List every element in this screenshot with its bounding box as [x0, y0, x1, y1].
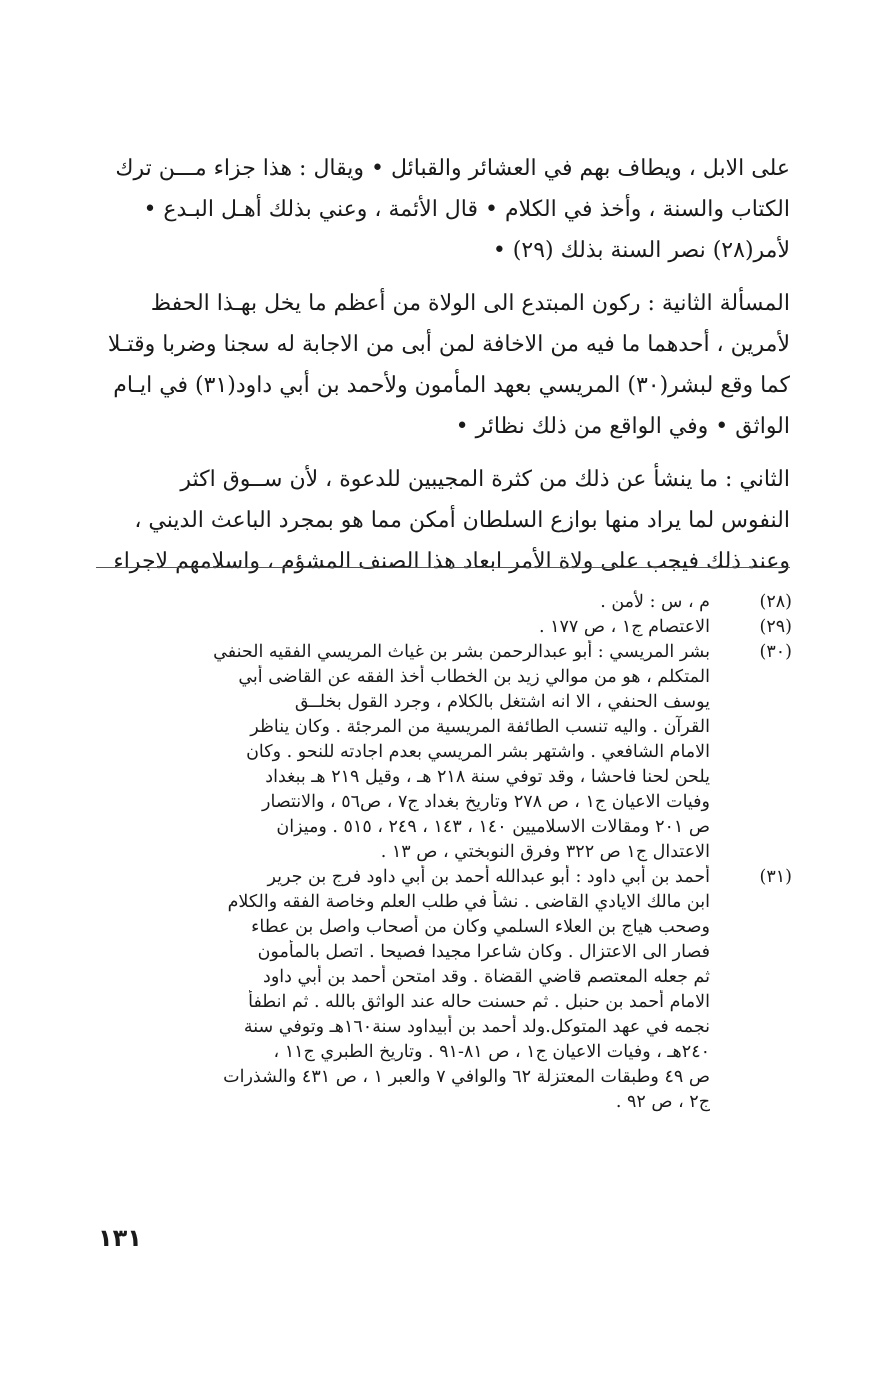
- footnote-body: [96, 590, 710, 615]
- footnote: [96, 640, 792, 865]
- footnote: [96, 865, 792, 1115]
- page-number: ١٣١: [98, 1224, 142, 1252]
- footnote-line: القرآن . واليه تنسب الطائفة المريسية من المرجئة . وكان يناظر: [250, 717, 710, 737]
- footnote-line: الاعتصام ج١ ، ص ١٧٧ .: [538, 617, 710, 637]
- footnote-line: ثم جعله المعتصم قاضي القضاة . وقد امتحن أحمد بن أبي داود: [263, 967, 710, 987]
- text-line: وعند ذلك فيجب على ولاة الأمر ابعاد هذا الصنف المشؤم ، واسلامهم لاجراء: [113, 549, 790, 574]
- text-line: لأمرين ، أحدهما ما فيه من الاخافة لمن أبى من الاجابة له سجنا وضربا وقتـلا: [107, 332, 790, 357]
- text-line: الثاني : ما ينشأ عن ذلك من كثرة المجيبين للدعوة ، لأن ســوق اكثر: [180, 467, 790, 492]
- paragraph: [100, 283, 790, 447]
- paragraph: [100, 459, 790, 582]
- footnote-line: ص ٤٩ وطبقات المعتزلة ٦٢ والوافي ٧ والعبر ١ ، ص ٤٣١ والشذرات: [223, 1067, 710, 1087]
- text-line: الكتاب والسنة ، وأخذ في الكلام • قال الأئمة ، وعني بذلك أهـل البـدع •: [143, 197, 790, 222]
- text-line: الواثق • وفي الواقع من ذلك نظائر •: [455, 414, 790, 439]
- footnote-number: (٣٠): [759, 642, 792, 662]
- footnote-line: م ، س : لأمن .: [600, 592, 710, 612]
- footnote-line: ابن مالك الايادي القاضى . نشأ في طلب العلم وخاصة الفقه والكلام: [227, 892, 710, 912]
- footnote-line: يوسف الحنفي ، الا انه اشتغل بالكلام ، وجرد القول بخلــق: [294, 692, 710, 712]
- footnotes: [96, 590, 792, 1115]
- text-line: على الابل ، ويطاف بهم في العشائر والقبائل • ويقال : هذا جزاء مـــن ترك: [115, 156, 790, 181]
- footnote-line: ص ٢٠١ ومقالات الاسلاميين ١٤٠ ، ١٤٣ ، ٢٤٩ ، ٥١٥ . وميزان: [276, 817, 710, 837]
- footnote-body: [96, 640, 710, 865]
- footnote-line: يلحن لحنا فاحشا ، وقد توفي سنة ٢١٨ هـ ، وقيل ٢١٩ هـ ببغداد: [265, 767, 710, 787]
- footnote-line: فصار الى الاعتزال . وكان شاعرا مجيدا فصيحا . اتصل بالمأمون: [257, 942, 710, 962]
- paragraph-gap: [100, 271, 790, 283]
- footnote-number: (٢٨): [759, 592, 792, 612]
- footnote-line: الامام الشافعي . واشتهر بشر المريسي بعدم اجادته للنحو . وكان: [246, 742, 710, 762]
- footnote-number: (٢٩): [759, 617, 792, 637]
- text-line: المسألة الثانية : ركون المبتدع الى الولاة من أعظم ما يخل بهـذا الحفظ: [150, 291, 790, 316]
- footnote: [96, 615, 792, 640]
- footnote-divider: [96, 567, 790, 568]
- footnote-line: المتكلم ، هو من موالي زيد بن الخطاب أخذ الفقه عن القاضى أبي: [238, 667, 710, 687]
- text-line: كما وقع لبشر(٣٠) المريسي بعهد المأمون ولأحمد بن أبي داود(٣١) في ايـام: [113, 373, 790, 398]
- footnote-line: الامام أحمد بن حنبل . ثم حسنت حاله عند الواثق بالله . ثم انطفأ: [248, 992, 710, 1012]
- footnote-line: نجمه في عهد المتوكل.ولد أحمد بن أبيداود سنة١٦٠هـ وتوفي سنة: [243, 1017, 710, 1037]
- footnote-number: (٣١): [759, 867, 792, 887]
- footnote-line: وصحب هياج بن العلاء السلمي وكان من أصحاب واصل بن عطاء: [251, 917, 710, 937]
- paragraph-gap: [100, 447, 790, 459]
- footnote-line: وفيات الاعيان ج١ ، ص ٢٧٨ وتاريخ بغداد ج٧ ، ص٥٦ ، والانتصار: [262, 792, 710, 812]
- footnote-line: ٢٤٠هـ ، وفيات الاعيان ج١ ، ص ٨١-٩١ . وتاريخ الطبري ج١١ ،: [273, 1042, 710, 1062]
- main-text: [100, 148, 790, 582]
- footnote-body: [96, 865, 710, 1115]
- footnote-line: ج٢ ، ص ٩٢ .: [615, 1092, 710, 1112]
- footnote-body: [96, 615, 710, 640]
- text-line: النفوس لما يراد منها بوازع السلطان أمكن مما هو بمجرد الباعث الديني ،: [134, 508, 790, 533]
- footnote-line: أحمد بن أبي داود : أبو عبدالله أحمد بن أبي داود فرج بن جرير: [267, 867, 710, 887]
- paragraph: [100, 148, 790, 271]
- footnote-line: الاعتدال ج١ ص ٣٢٢ وفرق النوبختي ، ص ١٣ .: [380, 842, 710, 862]
- footnote-line: بشر المريسي : أبو عبدالرحمن بشر بن غياث المريسي الفقيه الحنفي: [213, 642, 710, 662]
- footnote: [96, 590, 792, 615]
- text-line: لأمر(٢٨) نصر السنة بذلك (٢٩) •: [492, 238, 790, 263]
